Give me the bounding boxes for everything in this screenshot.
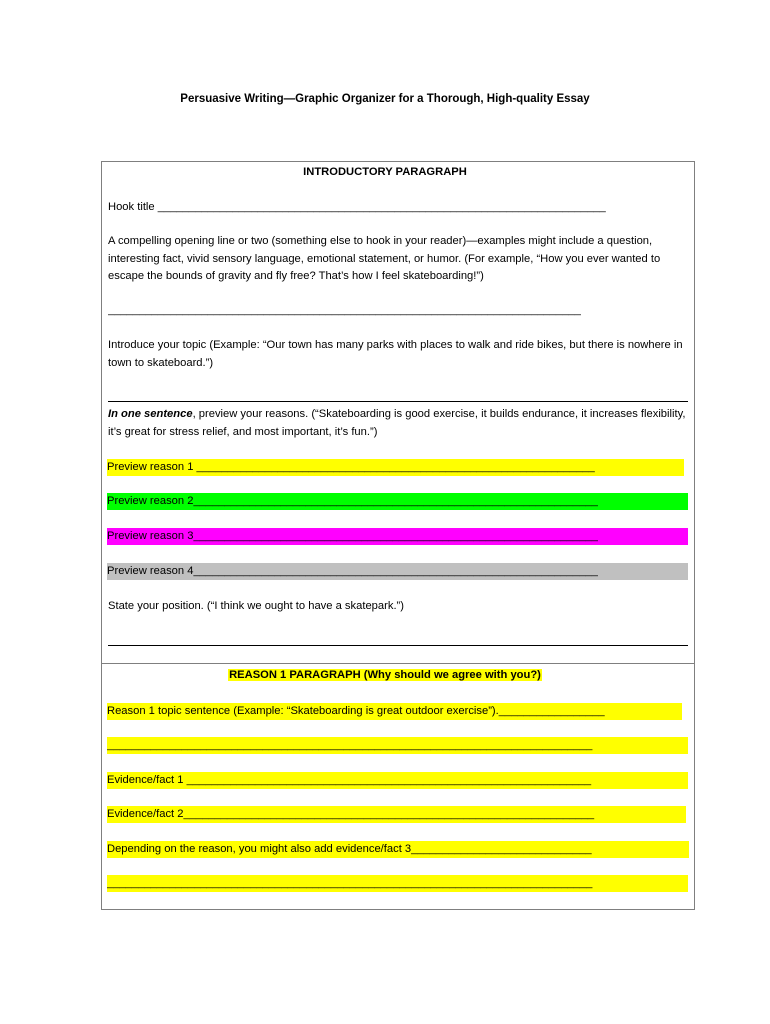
page-title: Persuasive Writing—Graphic Organizer for a Thorough, High-quality Essay [180, 93, 590, 105]
hook-answer-line[interactable]: ____________________________________________________________________________ [108, 304, 581, 316]
preview-reason-1-blank[interactable]: ________________________________________________________________ [196, 461, 595, 473]
intro-heading-text: INTRODUCTORY PARAGRAPH [303, 166, 467, 178]
preview-reason-3[interactable] [107, 528, 688, 545]
preview-reason-2-blank[interactable]: _________________________________________________________________ [193, 495, 598, 507]
section-divider [101, 663, 695, 664]
topic-answer-line[interactable] [108, 401, 688, 402]
evidence-fact-2-blank[interactable]: __________________________________________________________________ [183, 808, 595, 820]
preview-reason-4-blank[interactable]: _________________________________________________________________ [193, 565, 598, 577]
evidence-fact-3-blank[interactable]: _____________________________ [411, 843, 592, 855]
topic-description: Introduce your topic (Example: “Our town has many parks with places to walk and ride bikes, but there is nowhere in town to skateboard.”) [108, 339, 683, 369]
preview-instruction-emphasis: In one sentence [108, 408, 193, 420]
reason1-continuation-line[interactable]: ______________________________________________________________________________ [107, 737, 688, 754]
hook-title-blank[interactable]: ________________________________________________________________________ [157, 201, 606, 213]
preview-reason-4-label: Preview reason 4 [107, 565, 194, 577]
hook-title-row [108, 199, 690, 217]
evidence-fact-2-label: Evidence/fact 2 [107, 808, 184, 820]
evidence-fact-2[interactable] [107, 806, 686, 823]
position-answer-line[interactable] [108, 645, 688, 646]
position-description: State your position. (“I think we ought to have a skatepark.”) [108, 600, 404, 612]
evidence-fact-3[interactable] [107, 841, 689, 858]
hook-title-label: Hook title [108, 201, 155, 213]
preview-reason-3-label: Preview reason 3 [107, 530, 194, 542]
reason1-topic-sentence[interactable] [107, 703, 682, 720]
evidence-fact-1-label: Evidence/fact 1 [107, 774, 184, 786]
reason1-heading-text: REASON 1 PARAGRAPH (Why should we agree with you?) [229, 669, 541, 681]
preview-reason-4[interactable] [107, 563, 688, 580]
preview-reason-1-label: Preview reason 1 [107, 461, 194, 473]
evidence-fact-3-label: Depending on the reason, you might also add evidence/fact 3 [107, 843, 412, 855]
preview-reason-2[interactable] [107, 493, 688, 510]
preview-reason-1[interactable] [107, 459, 684, 476]
reason1-topic-sentence-blank[interactable]: _________________ [498, 705, 605, 717]
preview-instruction-text: , preview your reasons. (“Skateboarding is good exercise, it builds endurance, it increases flexibility, it’s great for stress relief, and most important, it’s fun.”) [108, 408, 686, 438]
reason1-topic-sentence-label: Reason 1 topic sentence (Example: “Skateboarding is great outdoor exercise”). [107, 705, 499, 717]
evidence-fact-1[interactable] [107, 772, 688, 789]
reason1-heading [0, 667, 770, 684]
preview-reason-3-blank[interactable]: _________________________________________________________________ [193, 530, 598, 542]
evidence-fact-1-blank[interactable]: _________________________________________________________________ [186, 774, 592, 786]
preview-instruction [108, 406, 690, 441]
preview-reason-2-label: Preview reason 2 [107, 495, 194, 507]
intro-heading [0, 164, 770, 181]
hook-description: A compelling opening line or two (something else to hook in your reader)—examples might include a question, interesting fact, vivid sensory language, emotional statement, or humor. (For example, “How you ever wanted to escape the bounds of gravity and fly free? That’s how I feel skateboarding!”) [108, 235, 661, 282]
reason1-final-line[interactable]: ______________________________________________________________________________ [107, 875, 688, 892]
